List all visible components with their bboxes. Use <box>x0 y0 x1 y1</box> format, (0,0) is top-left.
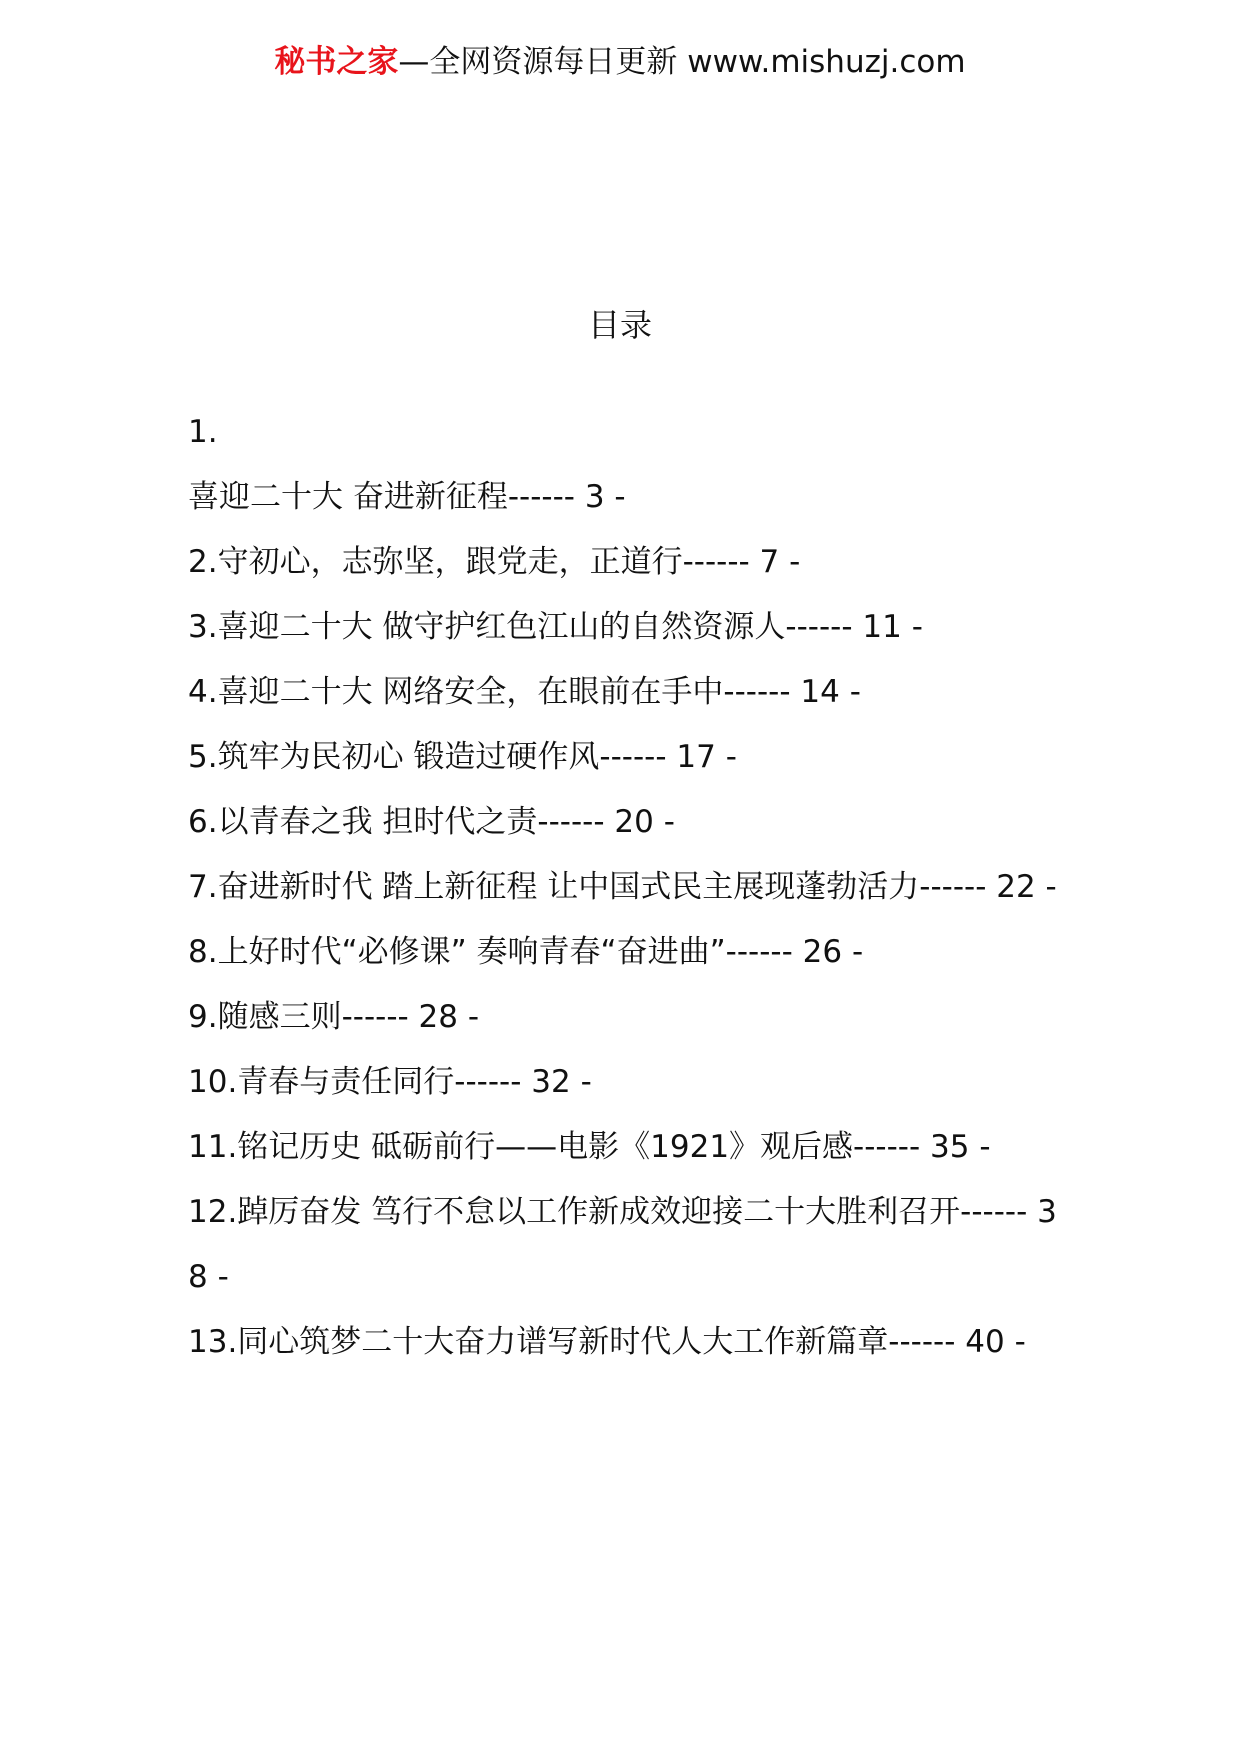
toc-item-text: 铭记历史 砥砺前行——电影《1921》观后感------ 35 - <box>237 1129 991 1165</box>
toc-item-text: 上好时代“必修课” 奏响青春“奋进曲”------ 26 - <box>217 934 864 970</box>
toc-item-text: 喜迎二十大 做守护红色江山的自然资源人------ 11 - <box>217 609 923 645</box>
toc-item-number: 8. <box>188 934 218 970</box>
toc-item <box>188 725 1068 790</box>
toc-item <box>188 530 1068 595</box>
toc-item-text: 筑牢为民初心 锻造过硬作风------ 17 - <box>217 739 737 775</box>
toc-item <box>188 920 1068 985</box>
toc-item-number: 2. <box>188 544 218 580</box>
toc-item-number: 7. <box>188 869 218 905</box>
toc-item <box>188 1115 1068 1180</box>
toc-item-number: 5. <box>188 739 218 775</box>
toc-item <box>188 790 1068 855</box>
toc-item-number: 12. <box>188 1194 238 1230</box>
toc-item <box>188 1310 1068 1375</box>
toc-item <box>188 595 1068 660</box>
toc-item-number: 1. <box>188 414 218 450</box>
toc-item-number: 6. <box>188 804 218 840</box>
toc-item <box>188 985 1068 1050</box>
toc-item-number: 9. <box>188 999 218 1035</box>
toc-item-text: 守初心，志弥坚，跟党走，正道行------ 7 - <box>217 544 801 580</box>
toc-item-text: 青春与责任同行------ 32 - <box>237 1064 592 1100</box>
toc-item-number: 11. <box>188 1129 238 1165</box>
page-header <box>0 40 1240 84</box>
header-tagline: —全网资源每日更新 www.mishuzj.com <box>398 44 966 80</box>
toc-item-number: 3. <box>188 609 218 645</box>
toc-title: 目录 <box>587 306 652 344</box>
toc-item-text: 以青春之我 担时代之责------ 20 - <box>217 804 675 840</box>
toc-item-text: 随感三则------ 28 - <box>217 999 480 1035</box>
toc-item-number: 13. <box>188 1324 238 1360</box>
table-of-contents <box>188 400 1068 1375</box>
toc-item <box>188 855 1068 920</box>
toc-item <box>188 1050 1068 1115</box>
toc-item-text: 踔厉奋发 笃行不怠以工作新成效迎接二十大胜利召开------ 38 - <box>188 1194 1057 1295</box>
toc-item <box>188 1180 1068 1310</box>
toc-item-number: 4. <box>188 674 218 710</box>
toc-item-text: 奋进新时代 踏上新征程 让中国式民主展现蓬勃活力------ 22 - <box>217 869 1057 905</box>
toc-item-text: 同心筑梦二十大奋力谱写新时代人大工作新篇章------ 40 - <box>237 1324 1026 1360</box>
toc-item-text: 喜迎二十大 网络安全，在眼前在手中------ 14 - <box>217 674 861 710</box>
brand-name: 秘书之家 <box>274 44 399 80</box>
toc-item-number: 10. <box>188 1064 238 1100</box>
toc-item <box>188 660 1068 725</box>
toc-item-text: 喜迎二十大 奋进新征程------ 3 - <box>188 479 626 515</box>
toc-item <box>188 400 1068 530</box>
